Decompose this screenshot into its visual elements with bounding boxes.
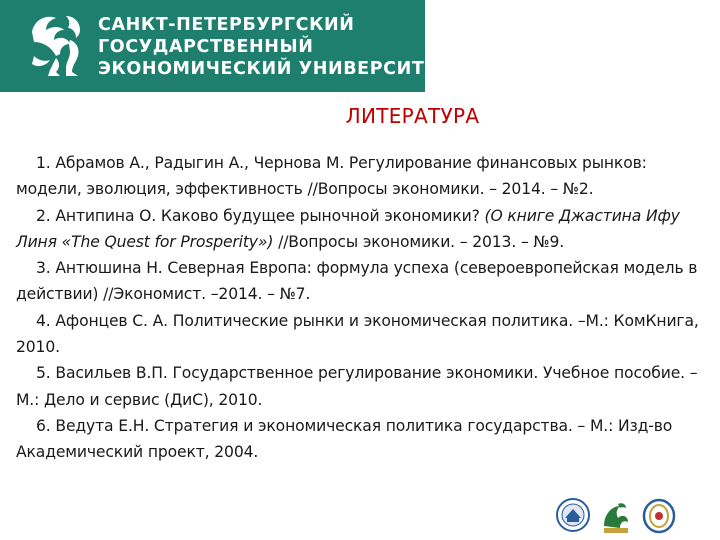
reference-item	[16, 203, 710, 256]
griffin-logo-icon	[26, 12, 90, 80]
reference-text: Афонцев С. А. Политические рынки и экономическая политика. –М.: КомКнига, 2010.	[16, 311, 699, 357]
page-title: ЛИТЕРАТУРА	[345, 104, 480, 128]
reference-text: Антюшина Н. Северная Европа: формула успеха (североевропейская модель в действии) //Экономист. –2014. – №7.	[16, 259, 698, 304]
reference-text: Ведута Е.Н. Стратегия и экономическая политика государства. – М.: Изд-во Академический проект, 2004.	[16, 416, 673, 462]
reference-number: 1.	[36, 154, 51, 172]
reference-item	[16, 308, 710, 361]
reference-text: Абрамов А., Радыгин А., Чернова М. Регулирование финансовых рынков: модели, эволюция, эффективность //Вопросы экономики. – 2014. – №2.	[16, 154, 647, 199]
university-emblem-icon	[556, 498, 590, 532]
university-name-line1: САНКТ-ПЕТЕРБУРГСКИЙ	[98, 15, 355, 35]
griffin-emblem-icon	[596, 496, 636, 536]
reference-number: 4.	[36, 311, 51, 330]
reference-number: 6.	[36, 416, 51, 435]
reference-text: Васильев В.П. Государственное регулирование экономики. Учебное пособие. –М.: Дело и сервис (ДиС), 2010.	[16, 364, 698, 409]
university-name	[98, 14, 449, 80]
reference-text: Антипина О. Каково будущее рыночной экономики?	[55, 206, 485, 225]
university-banner	[0, 0, 450, 92]
reference-italic-text: (О книге Джастина Ифу Линя «The Quest for Prosperity»)	[16, 206, 680, 251]
reference-number: 5.	[36, 364, 51, 383]
ring-emblem-icon	[642, 498, 676, 534]
reference-item	[16, 255, 710, 308]
university-name-line3: ЭКОНОМИЧЕСКИЙ УНИВЕРСИТЕТ	[98, 59, 450, 79]
reference-text: //Вопросы экономики. – 2013. – №9.	[273, 232, 565, 251]
reference-item	[16, 360, 710, 413]
reference-list	[16, 150, 710, 466]
reference-item	[16, 413, 710, 466]
reference-number: 2.	[36, 206, 51, 225]
reference-number: 3.	[36, 259, 51, 278]
reference-item	[16, 150, 710, 203]
university-name-line2: ГОСУДАРСТВЕННЫЙ	[98, 37, 314, 57]
